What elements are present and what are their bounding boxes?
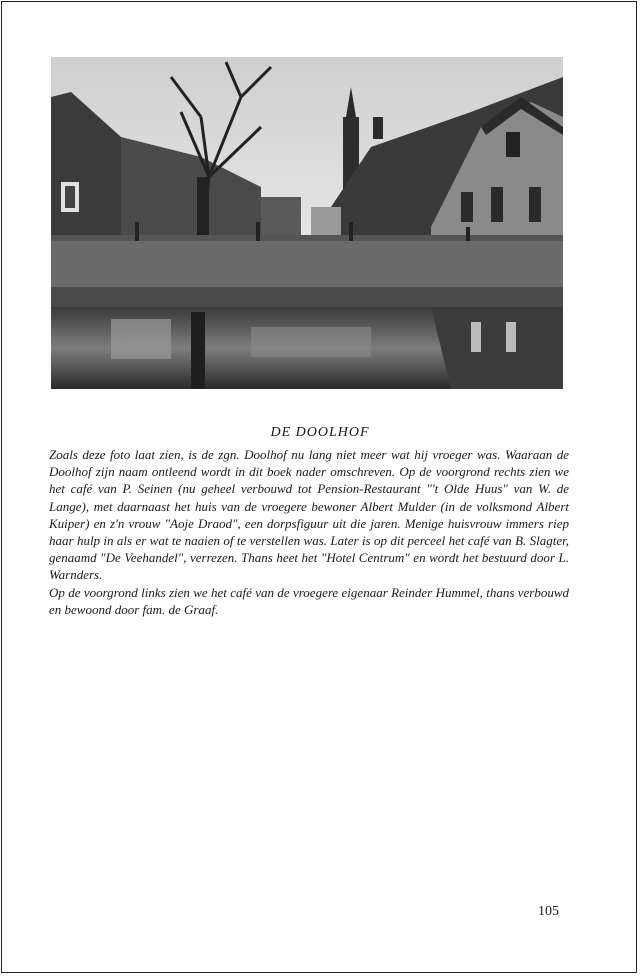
caption-paragraph: Zoals deze foto laat zien, is de zgn. Doolhof nu lang niet meer wat hij vroeger was. Waaraan de Doolhof zijn naam ontleend wordt in dit boek nader omschreven. Op de voorgrond rechts zien we het café van P. Seinen (nu geheel verbouwd tot Pension-Restaurant "'t Olde Huus" van W. de Lange), met daarnaast het huis van de vroegere bewoner Albert Mulder (in de volksmond Albert Kuiper) en z'n vrouw "Aoje Draod", een dorpsfiguur uit die jaren. Menige huisvrouw immers riep haar hulp in als er wat te naaien of te verstellen was. Later is op dit perceel het café van B. Slagter, genaamd "De Veehandel", verrezen. Thans heet het "Hotel Centrum" en wordt het bestuurd door L. Warnders. bbox=[49, 447, 569, 583]
page-number: 105 bbox=[538, 904, 559, 919]
caption-paragraph: Op de voorgrond links zien we het café van de vroegere eigenaar Reinder Hummel, thans verbouwd en bewoond door fam. de Graaf. bbox=[49, 584, 569, 617]
caption-title: DE DOOLHOF bbox=[270, 425, 370, 440]
village-pond-photo bbox=[51, 57, 563, 389]
caption-body bbox=[49, 446, 569, 618]
